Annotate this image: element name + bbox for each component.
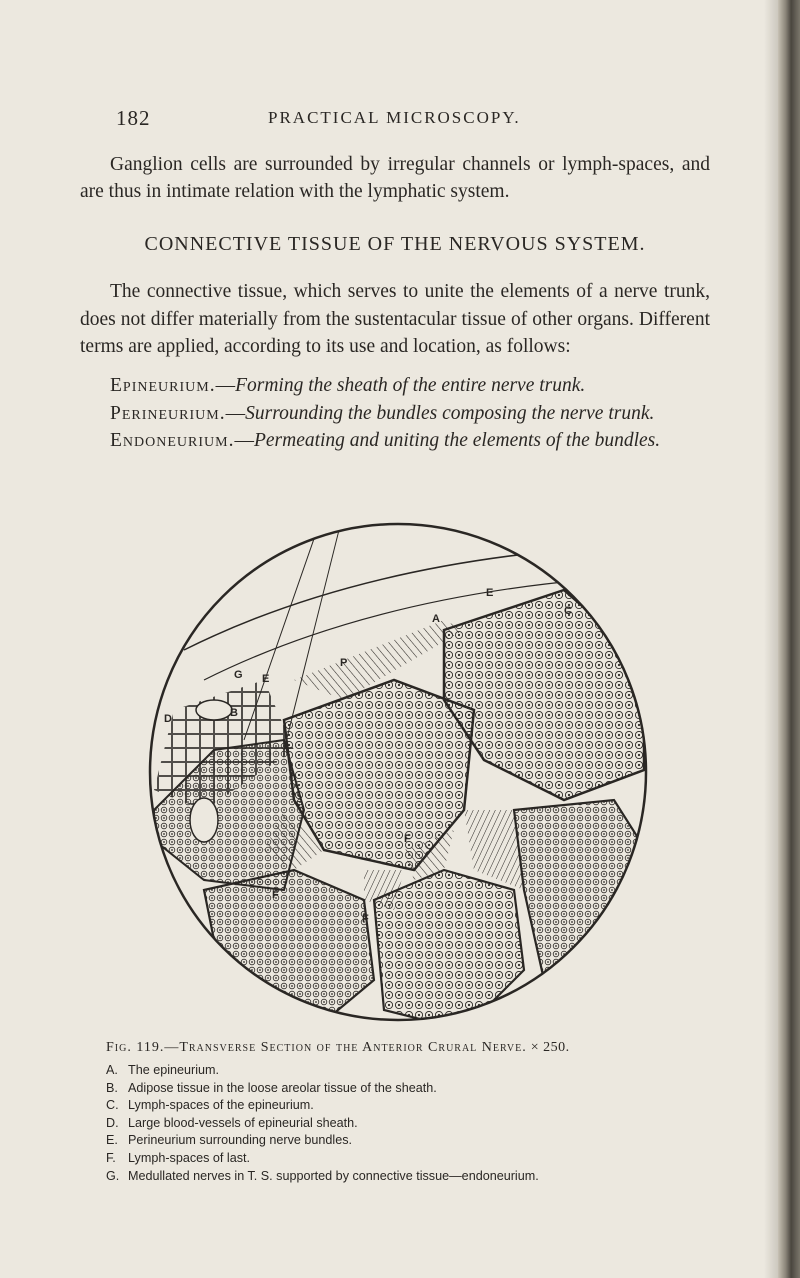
definition-dash: —: [234, 430, 254, 451]
legend-item: [106, 1097, 720, 1115]
figure-label-f-center: F: [404, 833, 411, 845]
figure-label-g: G: [234, 669, 243, 681]
caption-title-text: —Transverse Section of the Anterior Crural Nerve.: [164, 1040, 527, 1055]
legend-item: [106, 1080, 720, 1098]
legend-key: C.: [106, 1098, 119, 1113]
figure-label-f-left: F: [272, 889, 279, 901]
figure-label-f-lower: F: [362, 913, 369, 925]
legend-key: A.: [106, 1063, 118, 1077]
figure-label-e-left: E: [262, 673, 270, 685]
page-header: [116, 106, 716, 136]
legend-item: [106, 1150, 720, 1168]
legend-item: [106, 1062, 720, 1080]
legend-text: Lymph-spaces of last.: [128, 1150, 251, 1165]
legend-key: E.: [106, 1133, 118, 1148]
legend-text: Adipose tissue in the loose areolar tissue of the sheath.: [128, 1080, 437, 1095]
figure-label-d: D: [164, 713, 172, 725]
legend-item: [106, 1132, 720, 1150]
legend-text: Perineurium surrounding nerve bundles.: [128, 1133, 353, 1148]
legend-item: [106, 1168, 720, 1186]
definition-description: Forming the sheath of the entire nerve trunk.: [235, 375, 586, 396]
legend-key: D.: [106, 1115, 119, 1130]
definition-term: Epineurium.: [110, 375, 216, 396]
figure-label-e-top: E: [486, 587, 494, 599]
legend-key: B.: [106, 1080, 118, 1095]
legend-text: Medullated nerves in T. S. supported by connective tissue—endoneurium.: [128, 1168, 539, 1183]
legend-item: [106, 1115, 720, 1133]
caption-figure-number: Fig. 119.: [106, 1040, 165, 1055]
caption-title: [106, 1040, 720, 1056]
page-number: 182: [116, 106, 151, 130]
book-spine-edge: [778, 0, 800, 1278]
figure-label-b: B: [230, 707, 238, 719]
definition-dash: —: [225, 402, 246, 424]
page-gutter-shadow: [764, 0, 778, 1278]
body-paragraph: The connective tissue, which serves to unite the elements of a nerve trunk, does not differ materially from the sustentacular tissue of other organs. Different terms are applied, according to its use and location, as follows:: [80, 281, 710, 357]
legend-key: F.: [106, 1150, 116, 1165]
definition-description: Surrounding the bundles composing the nerve trunk.: [245, 402, 655, 424]
caption-legend: [106, 1062, 720, 1185]
intro-paragraph: Ganglion cells are surrounded by irregular channels or lymph-spaces, and are thus in intimate relation with the lymphatic system.: [80, 154, 710, 202]
definition-dash: —: [215, 375, 236, 396]
figure-label-p: P: [340, 657, 348, 669]
definition-description: Permeating and uniting the elements of the bundles.: [253, 430, 661, 451]
definition-epineurium: [80, 372, 710, 400]
legend-text: Large blood-vessels of epineurial sheath.: [128, 1115, 358, 1130]
figure-label-a: A: [432, 613, 440, 625]
legend-key: G.: [106, 1168, 120, 1183]
definition-endoneurium: [80, 427, 710, 455]
definition-term: Endoneurium.: [110, 430, 235, 451]
figure-label-c: C: [564, 605, 572, 617]
figure-caption: [80, 1040, 720, 1185]
nerve-section-figure: [144, 510, 652, 1035]
definition-term: Perineurium.: [110, 402, 226, 424]
section-heading: CONNECTIVE TISSUE OF THE NERVOUS SYSTEM.: [144, 233, 646, 255]
running-head: PRACTICAL MICROSCOPY.: [268, 108, 521, 127]
caption-magnification: × 250.: [530, 1040, 570, 1055]
definition-perineurium: [80, 400, 710, 428]
nerve-section-illustration: [144, 510, 652, 1035]
legend-text: The epineurium.: [128, 1063, 220, 1077]
definition-list: [80, 372, 710, 455]
legend-text: Lymph-spaces of the epineurium.: [128, 1098, 314, 1113]
